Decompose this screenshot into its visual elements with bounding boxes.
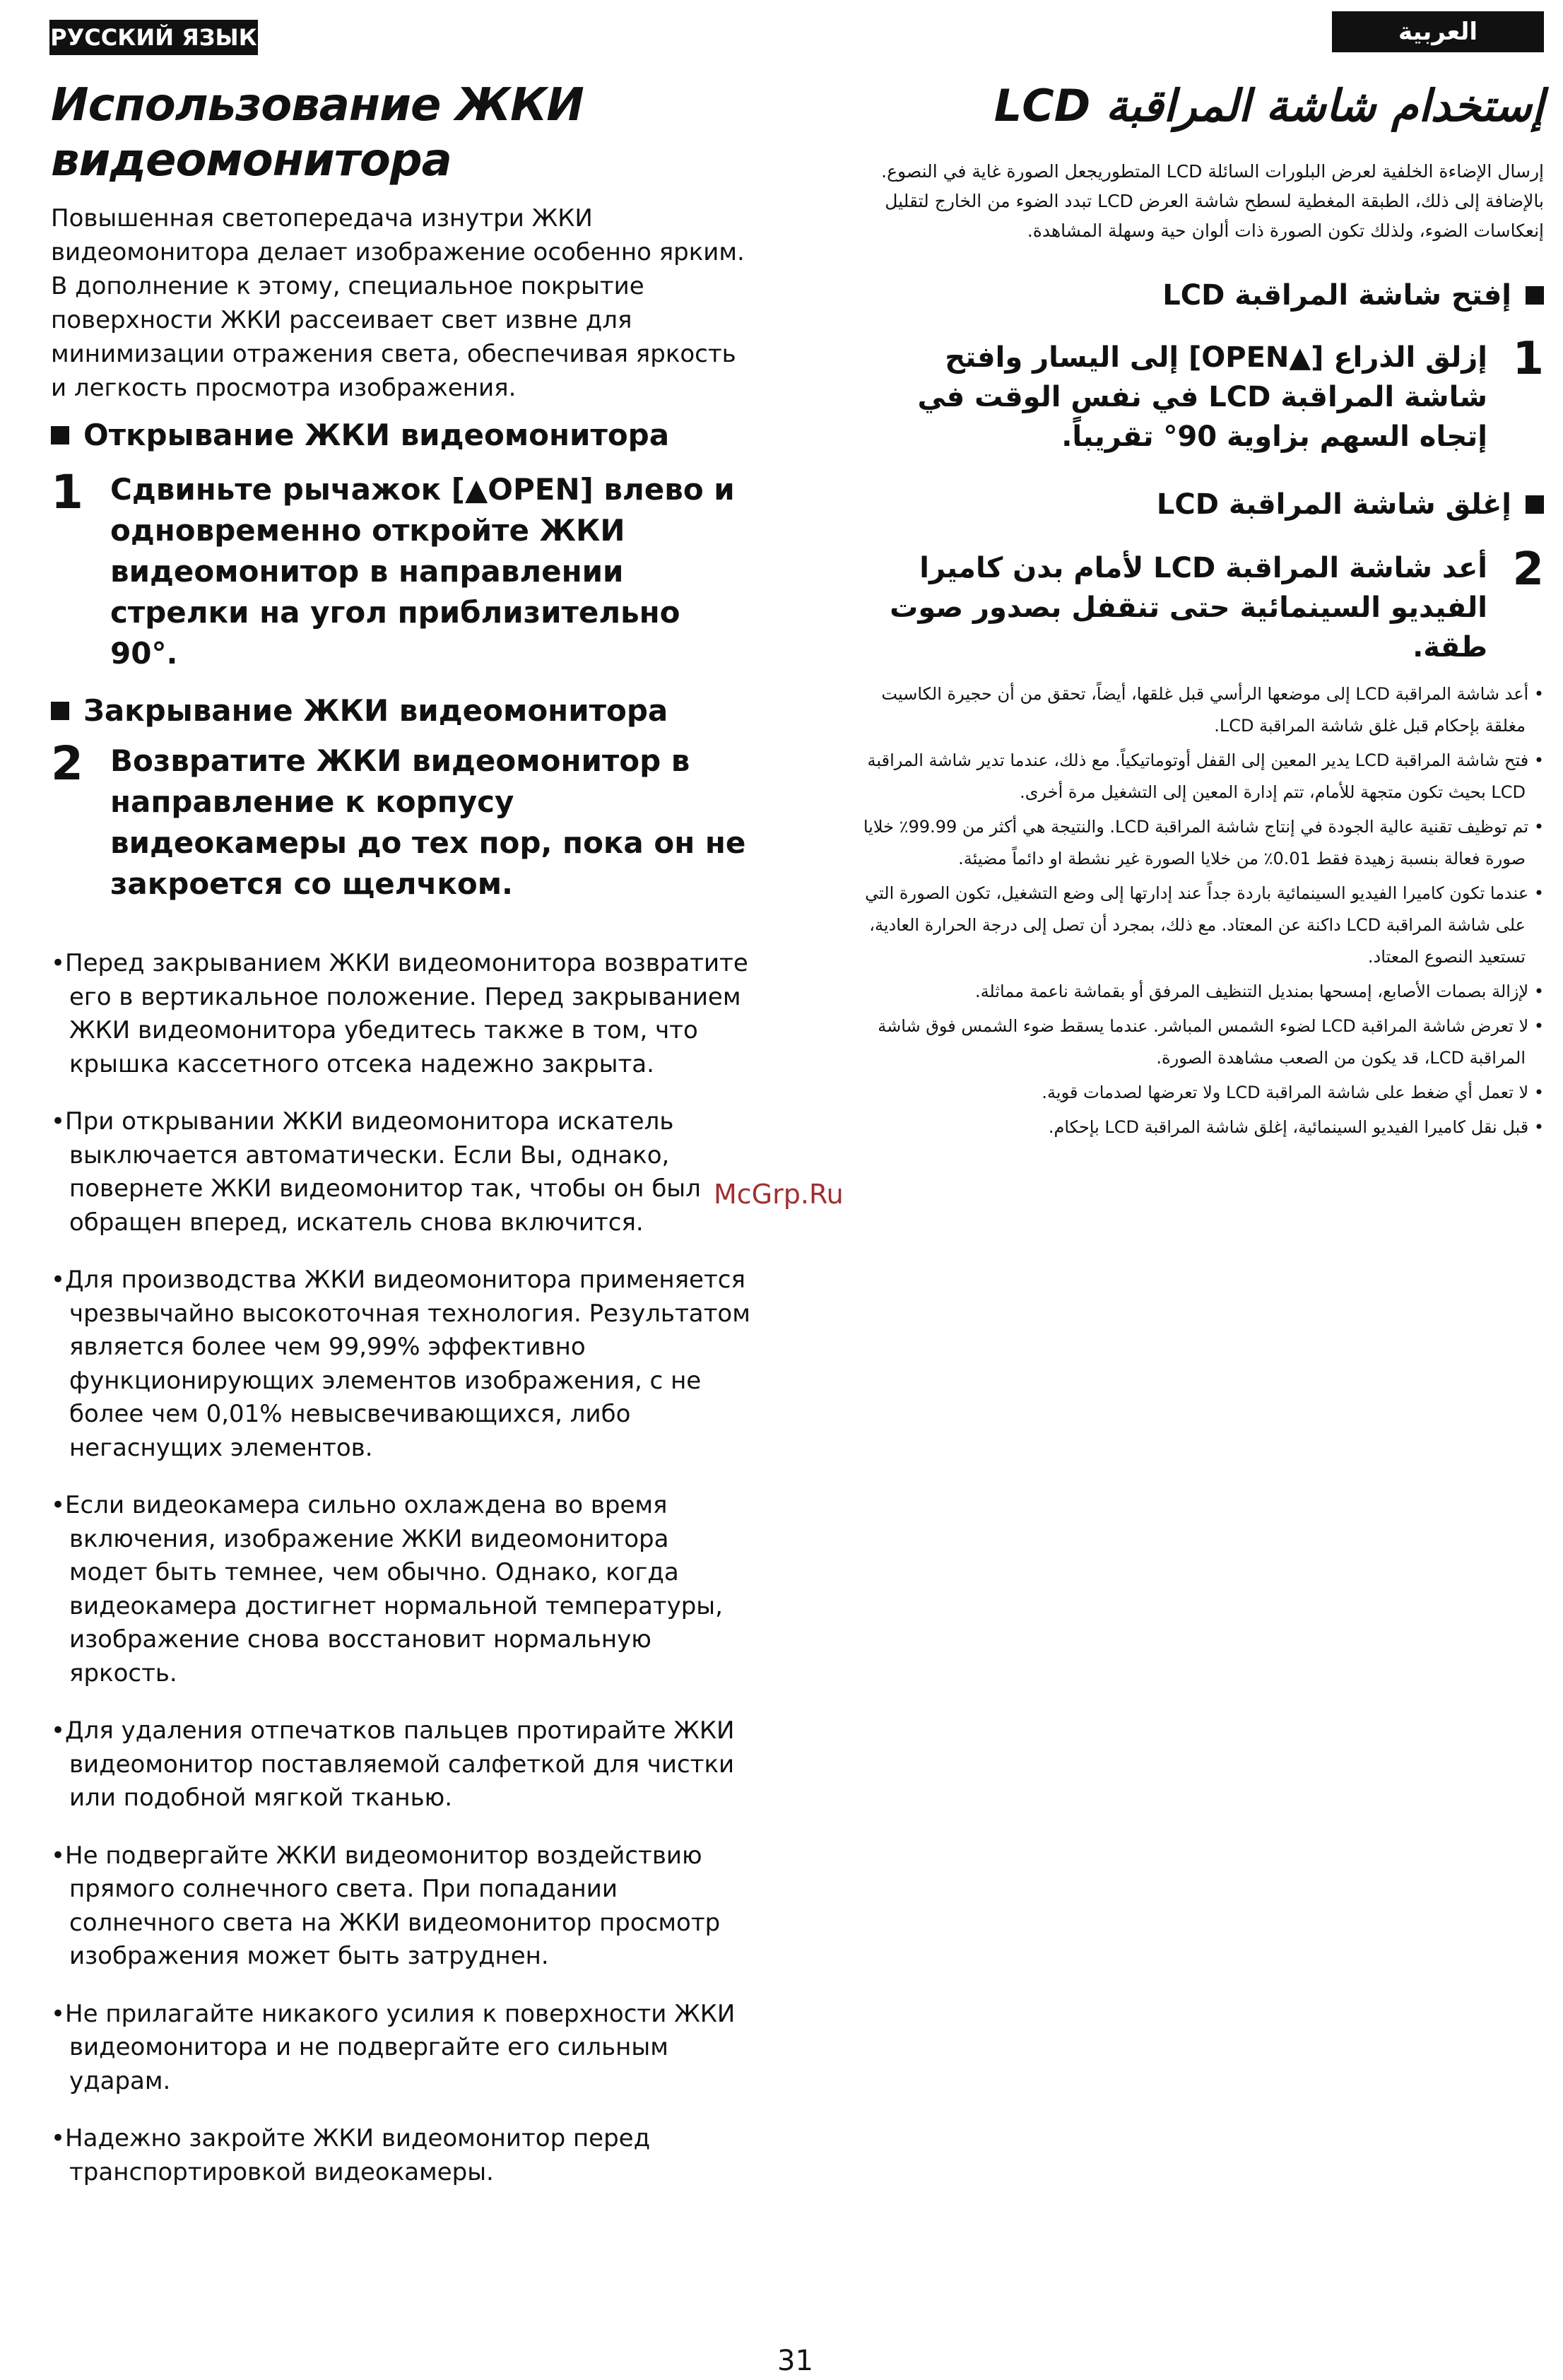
ar-step-2 bbox=[813, 543, 1544, 667]
list-item: •При открывании ЖКИ видеомонитора искатель выключается автоматически. Если Вы, однако, повернете ЖКИ видеомонитор так, чтобы он был обращен вперед, искатель снова включится. bbox=[51, 1107, 701, 1237]
ar-intro-paragraph: إرسال الإضاءة الخلفية لعرض البلورات السائلة LCD المتطوريجعل الصورة غاية في النصوع. بالإضافة إلى ذلك، الطبقة المغطية لسطح شاشة العرض LCD تبدد الضوء من الخارج لتقليل إنعكاسات الضوء، ولذلك تكون الصورة ذات ألوان حية وسهلة المشاهدة. bbox=[881, 161, 1544, 241]
ar-section-open-heading bbox=[813, 276, 1544, 315]
section-bullet-square bbox=[1526, 495, 1544, 514]
ru-step-2 bbox=[51, 736, 750, 905]
ar-notes-list bbox=[848, 678, 1544, 1146]
ru-step-1-text: Сдвиньте рычажок [▲OPEN] влево и одновременно откройте ЖКИ видеомонитор в направлении стрелки на угол приблизительно 90°. bbox=[110, 472, 735, 671]
ar-page-title: إستخدام شاشة المراقبة LCD bbox=[993, 80, 1544, 131]
list-item: •Не подвергайте ЖКИ видеомонитор воздействию прямого солнечного света. При попадании солнечного света на ЖКИ видеомонитор просмотр изображения может быть затруднен. bbox=[51, 1841, 721, 1970]
ar-step-2-number: 2 bbox=[1512, 543, 1544, 596]
ar-step-2-text: أعد شاشة المراقبة LCD لأمام بدن كاميرا الفيديو السينمائية حتى تنقفل بصدور صوت طقة. bbox=[890, 552, 1487, 664]
list-item: •Если видеокамера сильно охлаждена во время включения, изображение ЖКИ видеомонитора модет быть темнее, чем обычно. Однако, когда видеокамера достигнет нормальной температуры, изображение снова восстановит нормальную яркость. bbox=[51, 1491, 723, 1687]
ru-intro-paragraph: Повышенная светопередача изнутри ЖКИ видеомонитора делает изображение особенно ярким. В дополнение к этому, специальное покрытие поверхности ЖКИ рассеивает свет извне для минимизации отражения света, обеспечивая яркость и легкость просмотра изображения. bbox=[51, 204, 745, 402]
russian-language-tab: РУССКИЙ ЯЗЫК bbox=[49, 20, 258, 55]
ru-step-2-text: Возвратите ЖКИ видеомонитор в направление к корпусу видеокамеры до тех пор, пока он не закроется со щелчком. bbox=[110, 743, 746, 901]
list-item: • قبل نقل كاميرا الفيديو السينمائية، إغلق شاشة المراقبة LCD بإحكام. bbox=[1048, 1117, 1544, 1137]
list-item: •Для удаления отпечатков пальцев протирайте ЖКИ видеомонитор поставляемой салфеткой для чистки или подобной мягкой тканью. bbox=[51, 1716, 735, 1812]
list-item: •Надежно закройте ЖКИ видеомонитор перед транспортировкой видеокамеры. bbox=[51, 2124, 651, 2186]
ru-step-1 bbox=[51, 465, 750, 674]
list-item: • لإزالة بصمات الأصابع، إمسحها بمنديل التنظيف المرفق أو بقماشة ناعمة مماثلة. bbox=[974, 982, 1544, 1001]
ar-step-1-text: إزلق الذراع [▲OPEN] إلى اليسار وافتح شاشة المراقبة LCD في نفس الوقت في إتجاه السهم بزاوية 90° تقريباً. bbox=[917, 341, 1487, 453]
arabic-language-tab: العربية bbox=[1332, 11, 1544, 52]
section-bullet-square bbox=[51, 702, 69, 720]
watermark-text: McGrp.Ru bbox=[714, 1179, 844, 1210]
list-item: • تم توظيف تقنية عالية الجودة في إنتاج شاشة المراقبة LCD. والنتيجة هي أكثر من 99.99٪ خلايا صورة فعالة بنسبة زهيدة فقط 0.01٪ من خلايا الصورة غير نشطة او دائماً مضيئة. bbox=[863, 817, 1544, 868]
list-item: • عندما تكون كاميرا الفيديو السينمائية باردة جداً عند إدارتها إلى وضع التشغيل، تكون الصورة التي على شاشة المراقبة LCD داكنة عن المعتاد. مع ذلك، بمجرد أن تصل إلى درجة الحرارة العادية، تستعيد النصوع المعتاد. bbox=[865, 883, 1544, 967]
ar-section-close-heading bbox=[813, 485, 1544, 524]
list-item: •Для производства ЖКИ видеомонитора применяется чрезвычайно высокоточная технология. Результатом является более чем 99,99% эффективно функционирующих элементов изображения, с не более чем 0,01% невысвечивающихся, либо негаснущих элементов. bbox=[51, 1266, 750, 1462]
ru-notes-list bbox=[51, 923, 750, 2189]
ar-section-close-label: إغلق شاشة المراقبة LCD bbox=[1156, 488, 1511, 521]
ar-step-1 bbox=[813, 333, 1544, 456]
ar-section-open-label: إفتح شاشة المراقبة LCD bbox=[1162, 279, 1511, 312]
ru-section-open-label: Открывание ЖКИ видеомонитора bbox=[83, 418, 670, 452]
ru-step-2-number: 2 bbox=[51, 736, 83, 791]
list-item: • فتح شاشة المراقبة LCD يدير المعين إلى القفل أوتوماتيكياً. مع ذلك، عندما تدير شاشة المراقبة LCD بحيث تكون متجهة للأمام، تتم إدارة المعين إلى التشغيل مرة أخرى. bbox=[867, 750, 1544, 802]
list-item: • لا تعرض شاشة المراقبة LCD لضوء الشمس المباشر. عندما يسقط ضوء الشمس فوق شاشة المراقبة LCD، قد يكون من الصعب مشاهدة الصورة. bbox=[878, 1016, 1544, 1068]
list-item: •Перед закрыванием ЖКИ видеомонитора возвратите его в вертикальное положение. Перед закрыванием ЖКИ видеомонитора убедитесь также в том, что крышка кассетного отсека надежно закрыта. bbox=[51, 949, 748, 1078]
list-item: •Не прилагайте никакого усилия к поверхности ЖКИ видеомонитора и не подвергайте его сильным ударам. bbox=[51, 1999, 736, 2095]
ru-section-close-label: Закрывание ЖКИ видеомонитора bbox=[83, 693, 668, 728]
ru-page-title: Использование ЖКИ видеомонитора bbox=[51, 79, 584, 187]
ru-section-open-heading bbox=[51, 417, 750, 454]
section-bullet-square bbox=[1526, 286, 1544, 305]
page-number: 31 bbox=[777, 2345, 813, 2377]
list-item: • أعد شاشة المراقبة LCD إلى موضعها الرأسي قبل غلقها، أيضاً، تحقق من أن حجيرة الكاسيت مغلقة بإحكام قبل غلق شاشة المراقبة LCD. bbox=[881, 684, 1544, 736]
section-bullet-square bbox=[51, 426, 69, 444]
ru-section-close-heading bbox=[51, 693, 750, 729]
ar-step-1-number: 1 bbox=[1512, 333, 1544, 385]
list-item: • لا تعمل أي ضغط على شاشة المراقبة LCD ولا تعرضها لصدمات قوية. bbox=[1042, 1083, 1544, 1102]
ru-step-1-number: 1 bbox=[51, 465, 83, 519]
